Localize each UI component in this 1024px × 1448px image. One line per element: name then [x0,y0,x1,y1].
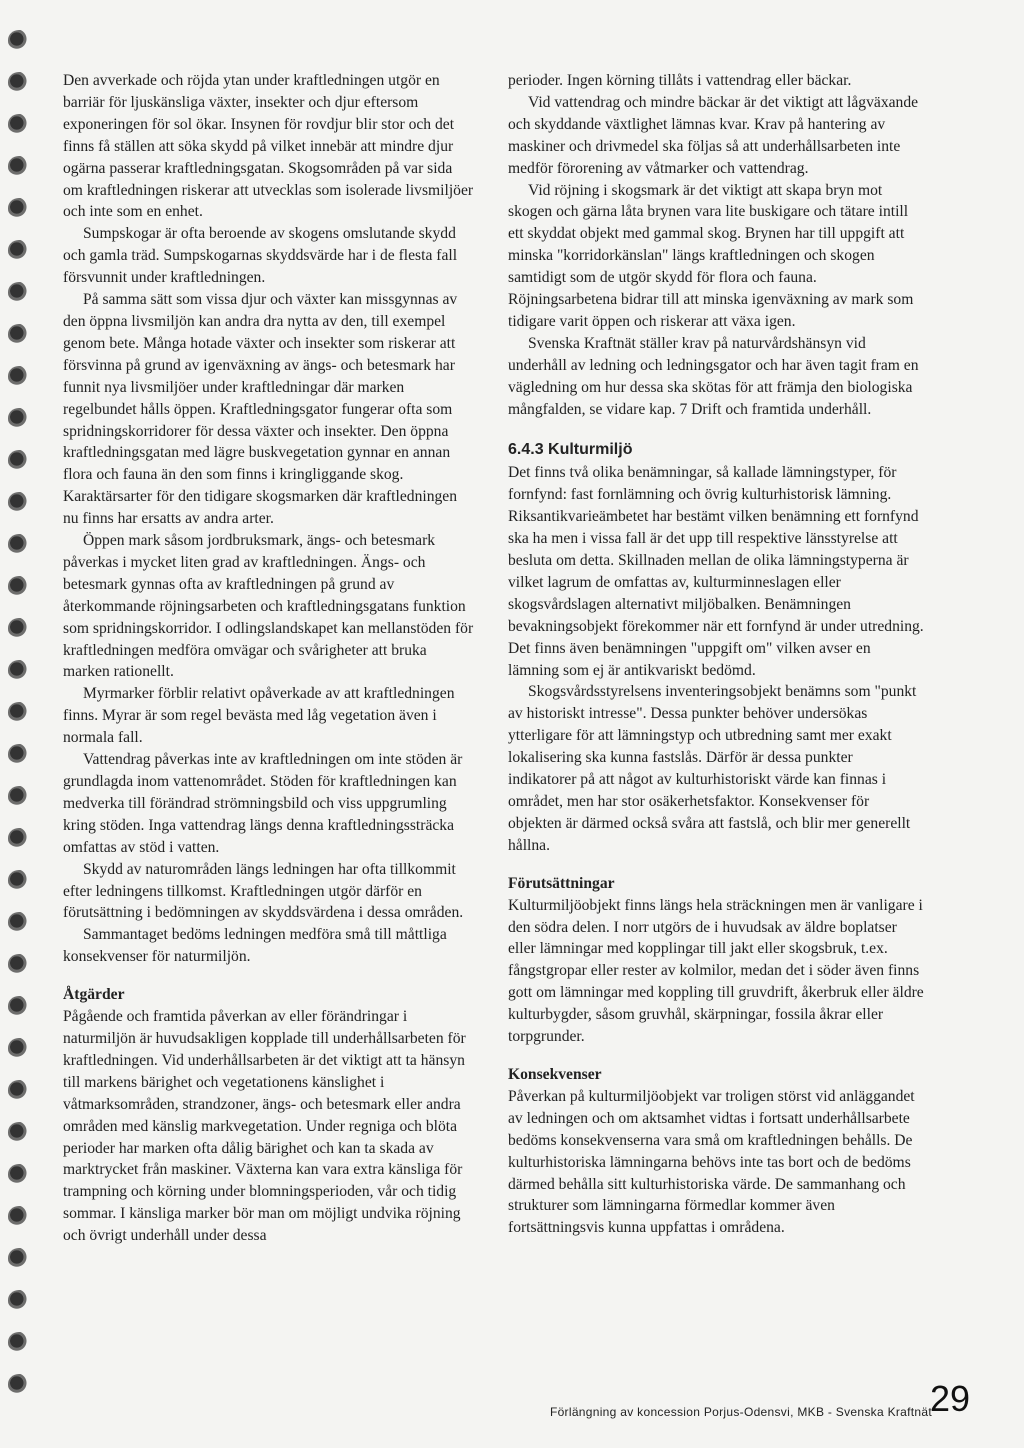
body-paragraph: Sumpskogar är ofta beroende av skogens omslutande skydd och gamla träd. Sumpskogarnas skyddsvärde har i de flesta fall försvunnit under kraftledningen. [63,225,458,287]
binding-hole [8,618,30,638]
body-paragraph: Skogsvårdsstyrelsens inventeringsobjekt benämns som "punkt av historiskt intresse". Dessa punkter behöver undersökas ytterligare för att lämningstyp och utbredning samt mer exakt lokalisering ska kunna fastslås. Därför är dessa punkter indikatorer på att något av kulturhistoriskt värde kan finnas i området, men har stor osäkerhetsfaktor. Konsekvenser för objekten är därmed också svåra att fastslå, och blir mer generellt hållna. [508,683,917,854]
right-column [508,70,924,1239]
binding-hole [8,1290,30,1310]
binding-hole [8,492,30,512]
binding-hole [8,660,30,680]
heading-forutsattningar: Förutsättningar [508,874,615,892]
binding-hole [8,240,30,260]
konsekvenser-paragraph: Påverkan på kulturmiljöobjekt var troligen störst vid anläggandet av ledningen och om aktsamhet vidtas i fortsatt underhållsarbete bedöms konsekvenserna vara små om kraftledningen behålls. De kulturhistoriska lämningarna behövs inte tas bort och de bedöms därmed behålla sitt kulturhistoriska värde. De sammanhang och strukturer som lämningarna förmedlar kommer även fortsättningsvis kunna uppfattas i områdena. [508,1087,915,1237]
binding-hole [8,534,30,554]
forutsattningar-paragraph: Kulturmiljöobjekt finns längs hela sträckningen men är vanligare i den södra delen. I norr utgörs de i huvudsak av äldre boplatser eller lämningar med kopplingar till jakt eller skogsbruk, t.ex. fångstgropar eller rester av kolmilor, medan det i söder även finns gott om lämningar med koppling till gruvdrift, åkerbruk eller äldre kulturbygder, såsom gruvhål, skärpningar, fossila åkrar eller torpgrunder. [508,896,924,1046]
binding-hole [8,576,30,596]
binding-hole [8,1038,30,1058]
binding-hole [8,828,30,848]
binding-hole [8,912,30,932]
binding-hole [8,1374,30,1394]
body-paragraph: Myrmarker förblir relativt opåverkade av att kraftledningen finns. Myrar är som regel bevästa med låg vegetation även i normala fall. [63,685,455,747]
binding-hole [8,408,30,428]
binding-hole [8,30,30,50]
body-paragraph: Vattendrag påverkas inte av kraftledningen om inte stöden är grundlagda inom vattenområdet. Stöden för kraftledningen kan medverka till förändrad strömningsbild och viss uppgrumling kring stöden. Inga vattendrag längs denna kraftledningssträcka omfattas av stöd i vatten. [63,751,463,856]
binding-hole [8,1332,30,1352]
binding-hole [8,282,30,302]
body-paragraph: Vid vattendrag och mindre bäckar är det viktigt att lågväxande och skyddande växtlighet lämnas kvar. Krav på hantering av maskiner och drivmedel ska följas så att underhållsarbeten inte medför förorening av våtmarker och vattendrag. [508,93,919,177]
heading-atgarder: Åtgärder [63,986,125,1004]
body-paragraph: Svenska Kraftnät ställer krav på naturvårdshänsyn vid underhåll av ledning och ledningsgator och har även tagit fram en vägledning om hur dessa ska skötas för att främja den biologiska mångfalden, se vidare kap. 7 Drift och framtida underhåll. [508,334,919,418]
binding-hole [8,954,30,974]
binding-hole [8,1122,30,1142]
binding-hole [8,198,30,218]
page-number: 29 [930,1378,971,1419]
binding-hole [8,870,30,890]
body-paragraph: Öppen mark såsom jordbruksmark, ängs- och betesmark påverkas i mycket liten grad av kraftledningen. Ängs- och betesmark gynnas ofta av kraftledningen på grund av återkommande röjningsarbeten och kraftledningsgatans funktion som spridningskorridor. I odlingslandskapet kan mellanstöden för kraftledningen medföra omvägar och svårigheter att bruka marken rationellt. [63,532,474,681]
page-footer: Förlängning av koncession Porjus-Odensvi, MKB - Svenska Kraftnät [549,1405,932,1419]
left-column [63,70,476,1247]
body-paragraph: Det finns två olika benämningar, så kallade lämningstyper, för fornfynd: fast fornlämning och övrig kulturhistorisk lämning. Riksantikvarieämbetet har bestämt vilken benämning ett fornfynd ska ha men i vissa fall är det upp till respektive länsstyrelse att besluta om detta. Skillnaden mellan de olika lämningstyperna är vilket lagrum de omfattas av, kulturminneslagen eller skogsvårdslagen alternativt miljöbalken. Benämningen bevakningsobjekt förekommer när ett fornfynd är under utredning. Det finns även benämningen "uppgift om" vilken avser en lämning som ej är antikvariskt bedömd. [508,464,924,679]
binding-hole [8,324,30,344]
atgarder-paragraph: Pågående och framtida påverkan av eller förändringar i naturmiljön är huvudsakligen kopplade till underhållsarbeten för kraftledningen. Vid underhållsarbeten är det viktigt att ta hänsyn till markens bärighet och vegetationens känslighet i våtmarksområden, strandzoner, ängs- och betesmark eller andra områden med känslig markvegetation. Under regniga och blöta perioder har marken ofta dålig bärighet och kan ta skada av marktrycket från maskiner. Växterna kan vara extra känsliga för trampning och körning under blomningsperioden, vår och tidig sommar. I känsliga marker bör man om möjligt undvika röjning och övrigt underhåll under dessa [63,1008,466,1245]
binding-hole [8,1206,30,1226]
section-heading-kulturmiljo: 6.4.3 Kulturmiljö [508,440,633,458]
binding-hole [8,1164,30,1184]
binding-hole [8,450,30,470]
binding-hole [8,996,30,1016]
binding-hole [8,72,30,92]
body-paragraph: Den avverkade och röjda ytan under kraftledningen utgör en barriär för ljuskänsliga växter, insekter och djur eftersom exponeringen för sol ökar. Insynen för rovdjur blir stor och det finns få ställen att söka skydd på vilket innebär att mindre djur ogärna passerar kraftledningsgatan. Skogsområden på var sida om kraftledningen riskerar att utvecklas som isolerade livsmiljöer och inte som en enhet. [63,72,474,221]
binding-hole [8,366,30,386]
binding-hole [8,1248,30,1268]
binding-hole [8,156,30,176]
body-paragraph: På samma sätt som vissa djur och växter kan missgynnas av den öppna livsmiljön kan andra dra nytta av den, till exempel genom bete. Många hotade växter och insekter som riskerar att försvinna på grund av igenväxning av ängs- och betesmark har funnit nya livsmiljöer under kraftledningar där marken regelbundet hålls öppen. Kraftledningsgator fungerar ofta som spridningskorridorer för dessa växter och insekter. Den öppna kraftledningsgatan med lägre buskvegetation gynnar en annan flora och fauna än den som finns i kringliggande skog. Karaktärsarter för den tidigare skogsmarken där kraftledningen nu finns har ersatts av andra arter. [63,291,458,528]
heading-konsekvenser: Konsekvenser [508,1065,602,1083]
body-paragraph: Vid röjning i skogsmark är det viktigt att skapa bryn mot skogen och gärna låta brynen vara lite buskigare och tätare intill ett skyddat objekt med gammal skog. Brynen har till uppgift att minska "korridorkänslan" längs kraftledningen och skogen samtidigt som de utgör skydd för flora och fauna. Röjningsarbetena bidrar till att minska igenväxning av mark som tidigare varit öppen och riskerar att växa igen. [508,181,914,330]
binding-holes [0,0,42,1448]
binding-hole [8,786,30,806]
body-paragraph: perioder. Ingen körning tillåts i vattendrag eller bäckar. [508,72,852,89]
binding-hole [8,744,30,764]
binding-hole [8,1080,30,1100]
binding-hole [8,702,30,722]
binding-hole [8,114,30,134]
body-paragraph: Skydd av naturområden längs ledningen har ofta tillkommit efter ledningens tillkomst. Kraftledningen utgör därför en förutsättning i bedömningen av skyddsvärdena i dessa områden. [63,860,464,922]
body-paragraph: Sammantaget bedöms ledningen medföra små till måttliga konsekvenser för naturmiljön. [63,926,447,966]
